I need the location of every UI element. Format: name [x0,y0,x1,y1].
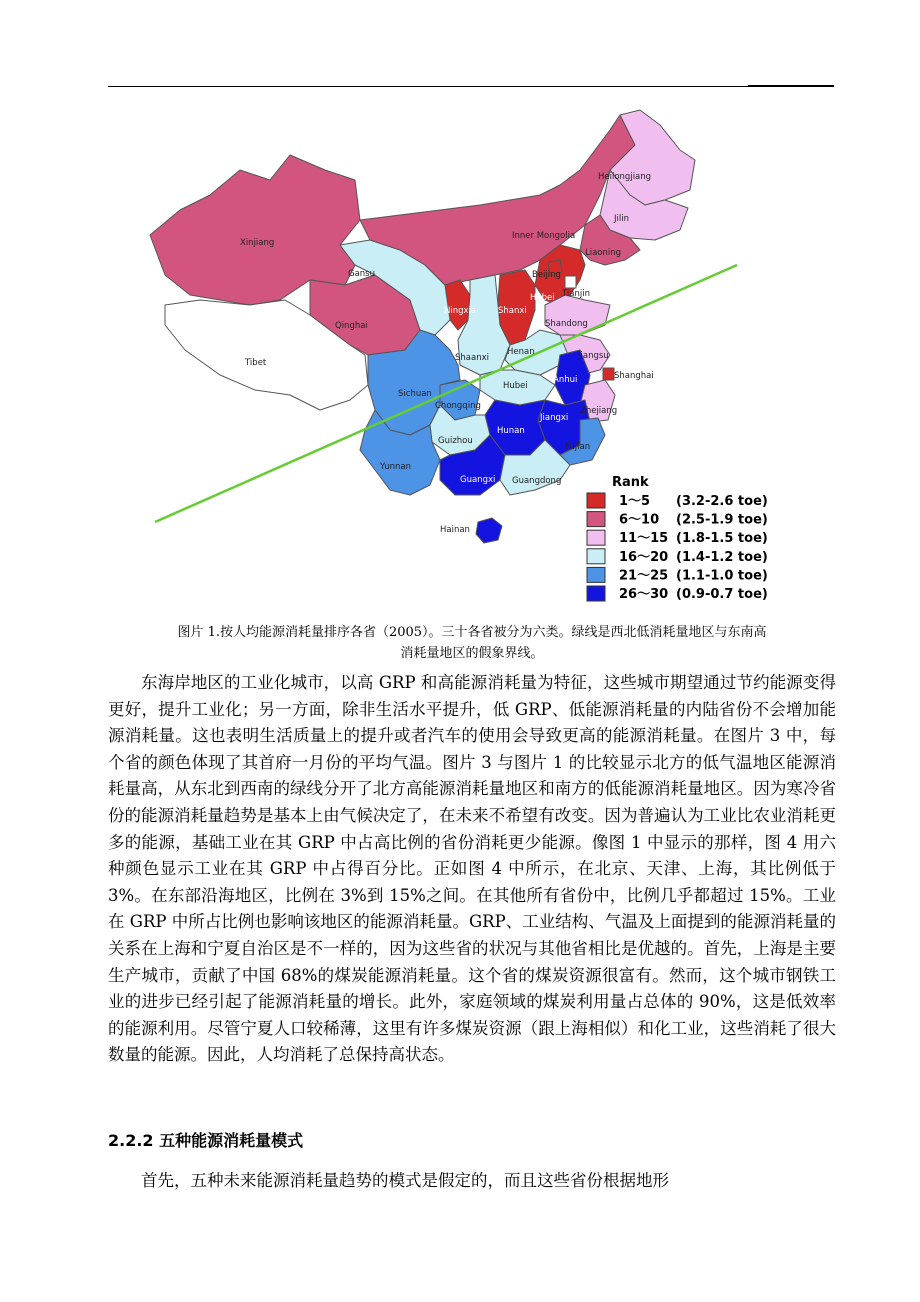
label-tianjin: Tianjin [562,289,590,299]
label-chongqing: Chongqing [435,401,481,411]
legend-value-4: (1.4-1.2 toe) [676,549,768,565]
label-jiangsu: Jiangsu [578,351,609,361]
legend-title: Rank [612,475,649,490]
label-beijing: Beijing [532,270,561,280]
body-paragraph-1: 东海岸地区的工业化城市，以高 GRP 和高能源消耗量为特征，这些城市期望通过节约能源变得更好，提升工业化；另一方面，除非生活水平提升，低 GRP、低能源消耗量的内陆省份不会增加能源消耗量。这也表明生活质量上的提升或者汽车的使用会导致更高的能源消耗量。在图片 3 中，每个省的颜色体现了其首府一月份的平均气温。图片 3 与图片 1 的比较显示北方的低气温地区能源消耗量高，从东北到西南的绿线分开了北方高能源消耗量地区和南方的低能源消耗量地区。因为寒冷省份的能源消耗量趋势是基本上由气候决定了，在未来不希望有改变。因为普遍认为工业比农业消耗更多的能源，基础工业在其 GRP 中占高比例的省份消耗更少能源。像图 1 中显示的那样，图 4 用六种颜色显示工业在其 GRP 中占得百分比。正如图 4 中所示，在北京、天津、上海，其比例低于 3%。在东部沿海地区，比例在 3%到 15%之间。在其他所有省份中，比例几乎都超过 15%。工业在 GRP 中所占比例也影响该地区的能源消耗量。GRP、工业结构、气温及上面提到的能源消耗量的关系在上海和宁夏自治区是不一样的，因为这些省的状况与其他省相比是优越的。首先，上海是主要生产城市，贡献了中国 68%的煤炭能源消耗量。这个省的煤炭资源很富有。然而，这个城市钢铁工业的进步已经引起了能源消耗量的增长。此外，家庭领域的煤炭利用量占总体的 90%，这是低效率的能源利用。尽管宁夏人口较稀薄，这里有许多煤炭资源（跟上海相似）和化工业，这些消耗了很大数量的能源。因此，人均消耗了总保持高状态。 [108,673,836,1065]
label-jiangxi: Jiangxi [540,413,569,423]
legend-swatch-3 [587,530,605,545]
province-shandong [545,295,610,335]
legend-range-5: 21～25 [619,568,669,584]
legend-range-6: 26～30 [619,587,669,602]
label-ningxia: Ningxia [444,306,477,316]
legend-range-4: 16～20 [619,549,669,565]
province-shanghai [603,368,614,380]
body-paragraph-2: 首先，五种未来能源消耗量趋势的模式是假定的，而且这些省份根据地形 [141,1171,669,1190]
label-heilongjiang: Heilongjiang [598,172,652,182]
label-guangxi: Guangxi [460,475,496,485]
legend-value-5: (1.1-1.0 toe) [676,568,768,584]
header-rule [108,86,834,87]
header-rule-accent [748,85,834,87]
legend-value-1: (3.2-2.6 toe) [676,494,768,509]
energy-consumption-map [140,100,780,610]
label-hainan: Hainan [440,525,470,535]
label-hunan: Hunan [497,426,525,436]
label-sichuan: Sichuan [398,389,432,399]
province-tianjin [565,276,576,288]
label-liaoning: Liaoning [585,248,622,258]
label-shanghai: Shanghai [614,371,654,381]
label-qinghai: Qinghai [335,321,368,331]
legend-range-3: 11～15 [619,531,669,547]
legend-value-3: (1.8-1.5 toe) [676,531,768,547]
label-shandong: Shandong [545,319,588,329]
legend-value-6: (0.9-0.7 toe) [676,587,768,602]
section-heading: 2.2.2 五种能源消耗量模式 [108,1131,304,1150]
legend-range-1: 1～5 [619,494,651,509]
figure-caption [108,622,836,664]
label-shanxi: Shanxi [498,306,527,316]
label-henan: Henan [507,347,535,357]
label-gansu: Gansu [348,269,375,279]
label-xinjiang: Xinjiang [240,238,275,248]
legend-swatch-4 [587,549,605,564]
label-shaanxi: Shaanxi [455,353,489,363]
label-inner-mongolia: Inner Mongolia [512,231,576,241]
label-hubei: Hubei [503,381,528,391]
label-tibet: Tibet [245,358,267,368]
legend [587,475,768,602]
caption-line-1: 图片 1.按人均能源消耗量排序各省（2005）。三十各省被分为六类。绿线是西北低消耗量地区与东南高 [177,625,767,640]
legend-swatch-5 [587,567,605,582]
legend-swatch-2 [587,512,605,527]
legend-swatch-6 [587,586,605,601]
legend-range-2: 6～10 [619,512,660,528]
caption-line-2: 消耗量地区的假象界线。 [400,646,544,661]
label-yunnan: Yunnan [380,462,411,472]
label-jilin: Jilin [614,214,629,224]
label-hebei: Hebei [530,293,555,303]
legend-swatch-1 [587,493,605,508]
legend-value-2: (2.5-1.9 toe) [676,512,768,528]
label-guangdong: Guangdong [512,476,562,486]
label-zhejiang: Zhejiang [580,406,618,416]
province-hainan [476,518,502,543]
label-anhui: Anhui [553,375,578,385]
label-guizhou: Guizhou [438,436,473,446]
label-fujian: Fujian [565,442,591,452]
